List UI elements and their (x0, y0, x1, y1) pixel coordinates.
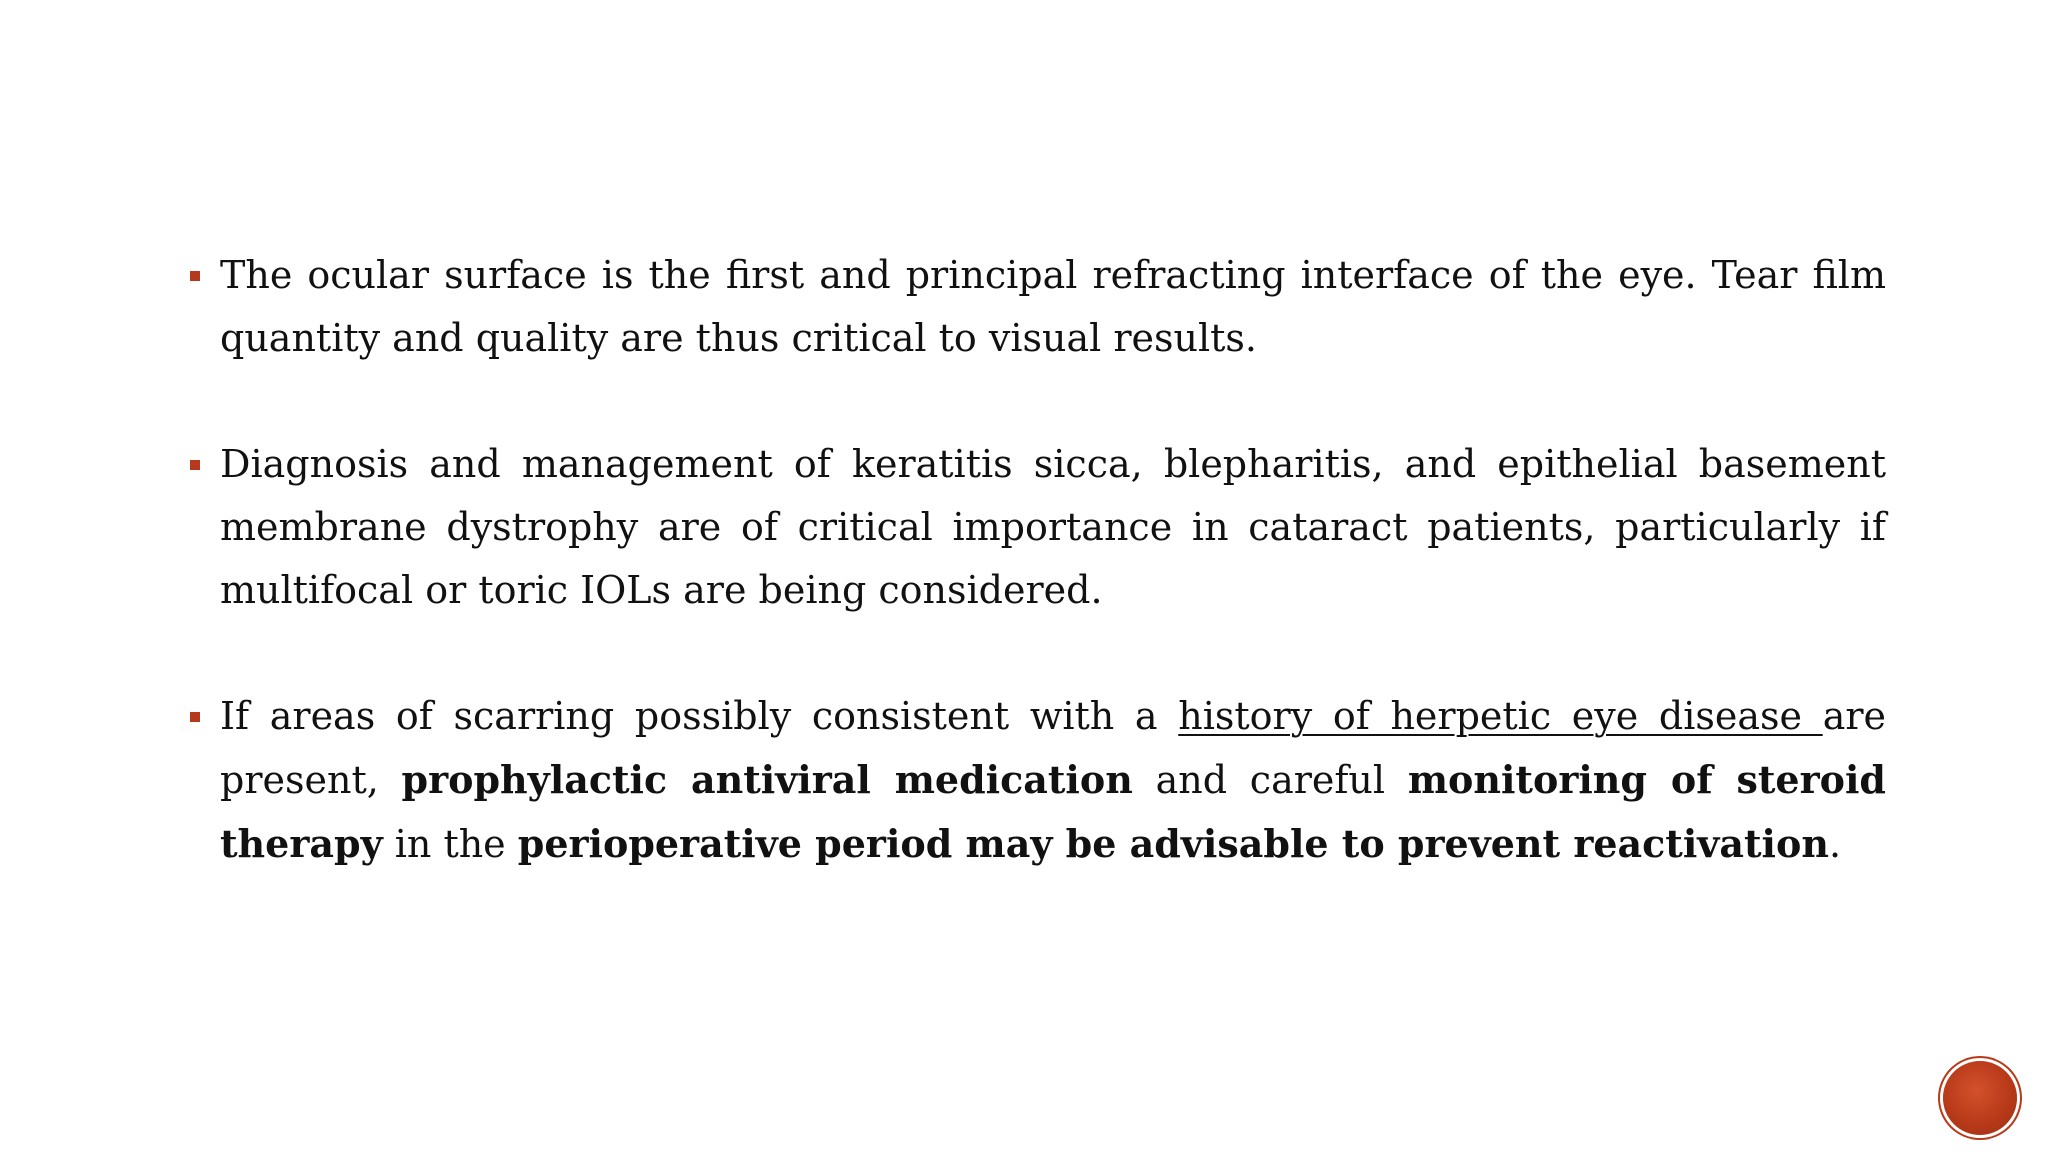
segment-plain: If areas of scarring possibly consistent with a (220, 694, 1179, 738)
segment-plain: in the (382, 822, 518, 866)
segment-bold: prophylactic antiviral medication (401, 757, 1133, 802)
circle-badge-icon (1943, 1061, 2017, 1135)
bullet-text-3 (220, 694, 1886, 866)
square-bullet-icon (190, 712, 200, 722)
bullet-text-2: Diagnosis and management of keratitis sicca, blepharitis, and epithelial basement membrane dystrophy are of critical importance in cataract patients, particularly if multifocal or toric IOLs are being considered. (220, 442, 1886, 612)
bullet-item-2 (190, 433, 1886, 622)
segment-plain: . (1828, 822, 1842, 866)
segment-bold: perioperative period may be advisable to prevent reactivation (517, 821, 1829, 866)
bullet-item-1 (190, 244, 1886, 370)
bullet-list (190, 244, 1886, 876)
bullet-item-3 (190, 685, 1886, 876)
segment-bold: monitoring of steroid therapy (220, 757, 1886, 866)
square-bullet-icon (190, 460, 200, 470)
square-bullet-icon (190, 271, 200, 281)
bullet-text-1: The ocular surface is the first and principal refracting interface of the eye. Tear film quantity and quality are thus critical to visual results. (220, 253, 1886, 360)
segment-plain: are present, (220, 694, 1886, 802)
segment-plain: and careful (1132, 758, 1408, 802)
herpetic-history-link[interactable]: history of herpetic eye disease (1178, 694, 1823, 738)
